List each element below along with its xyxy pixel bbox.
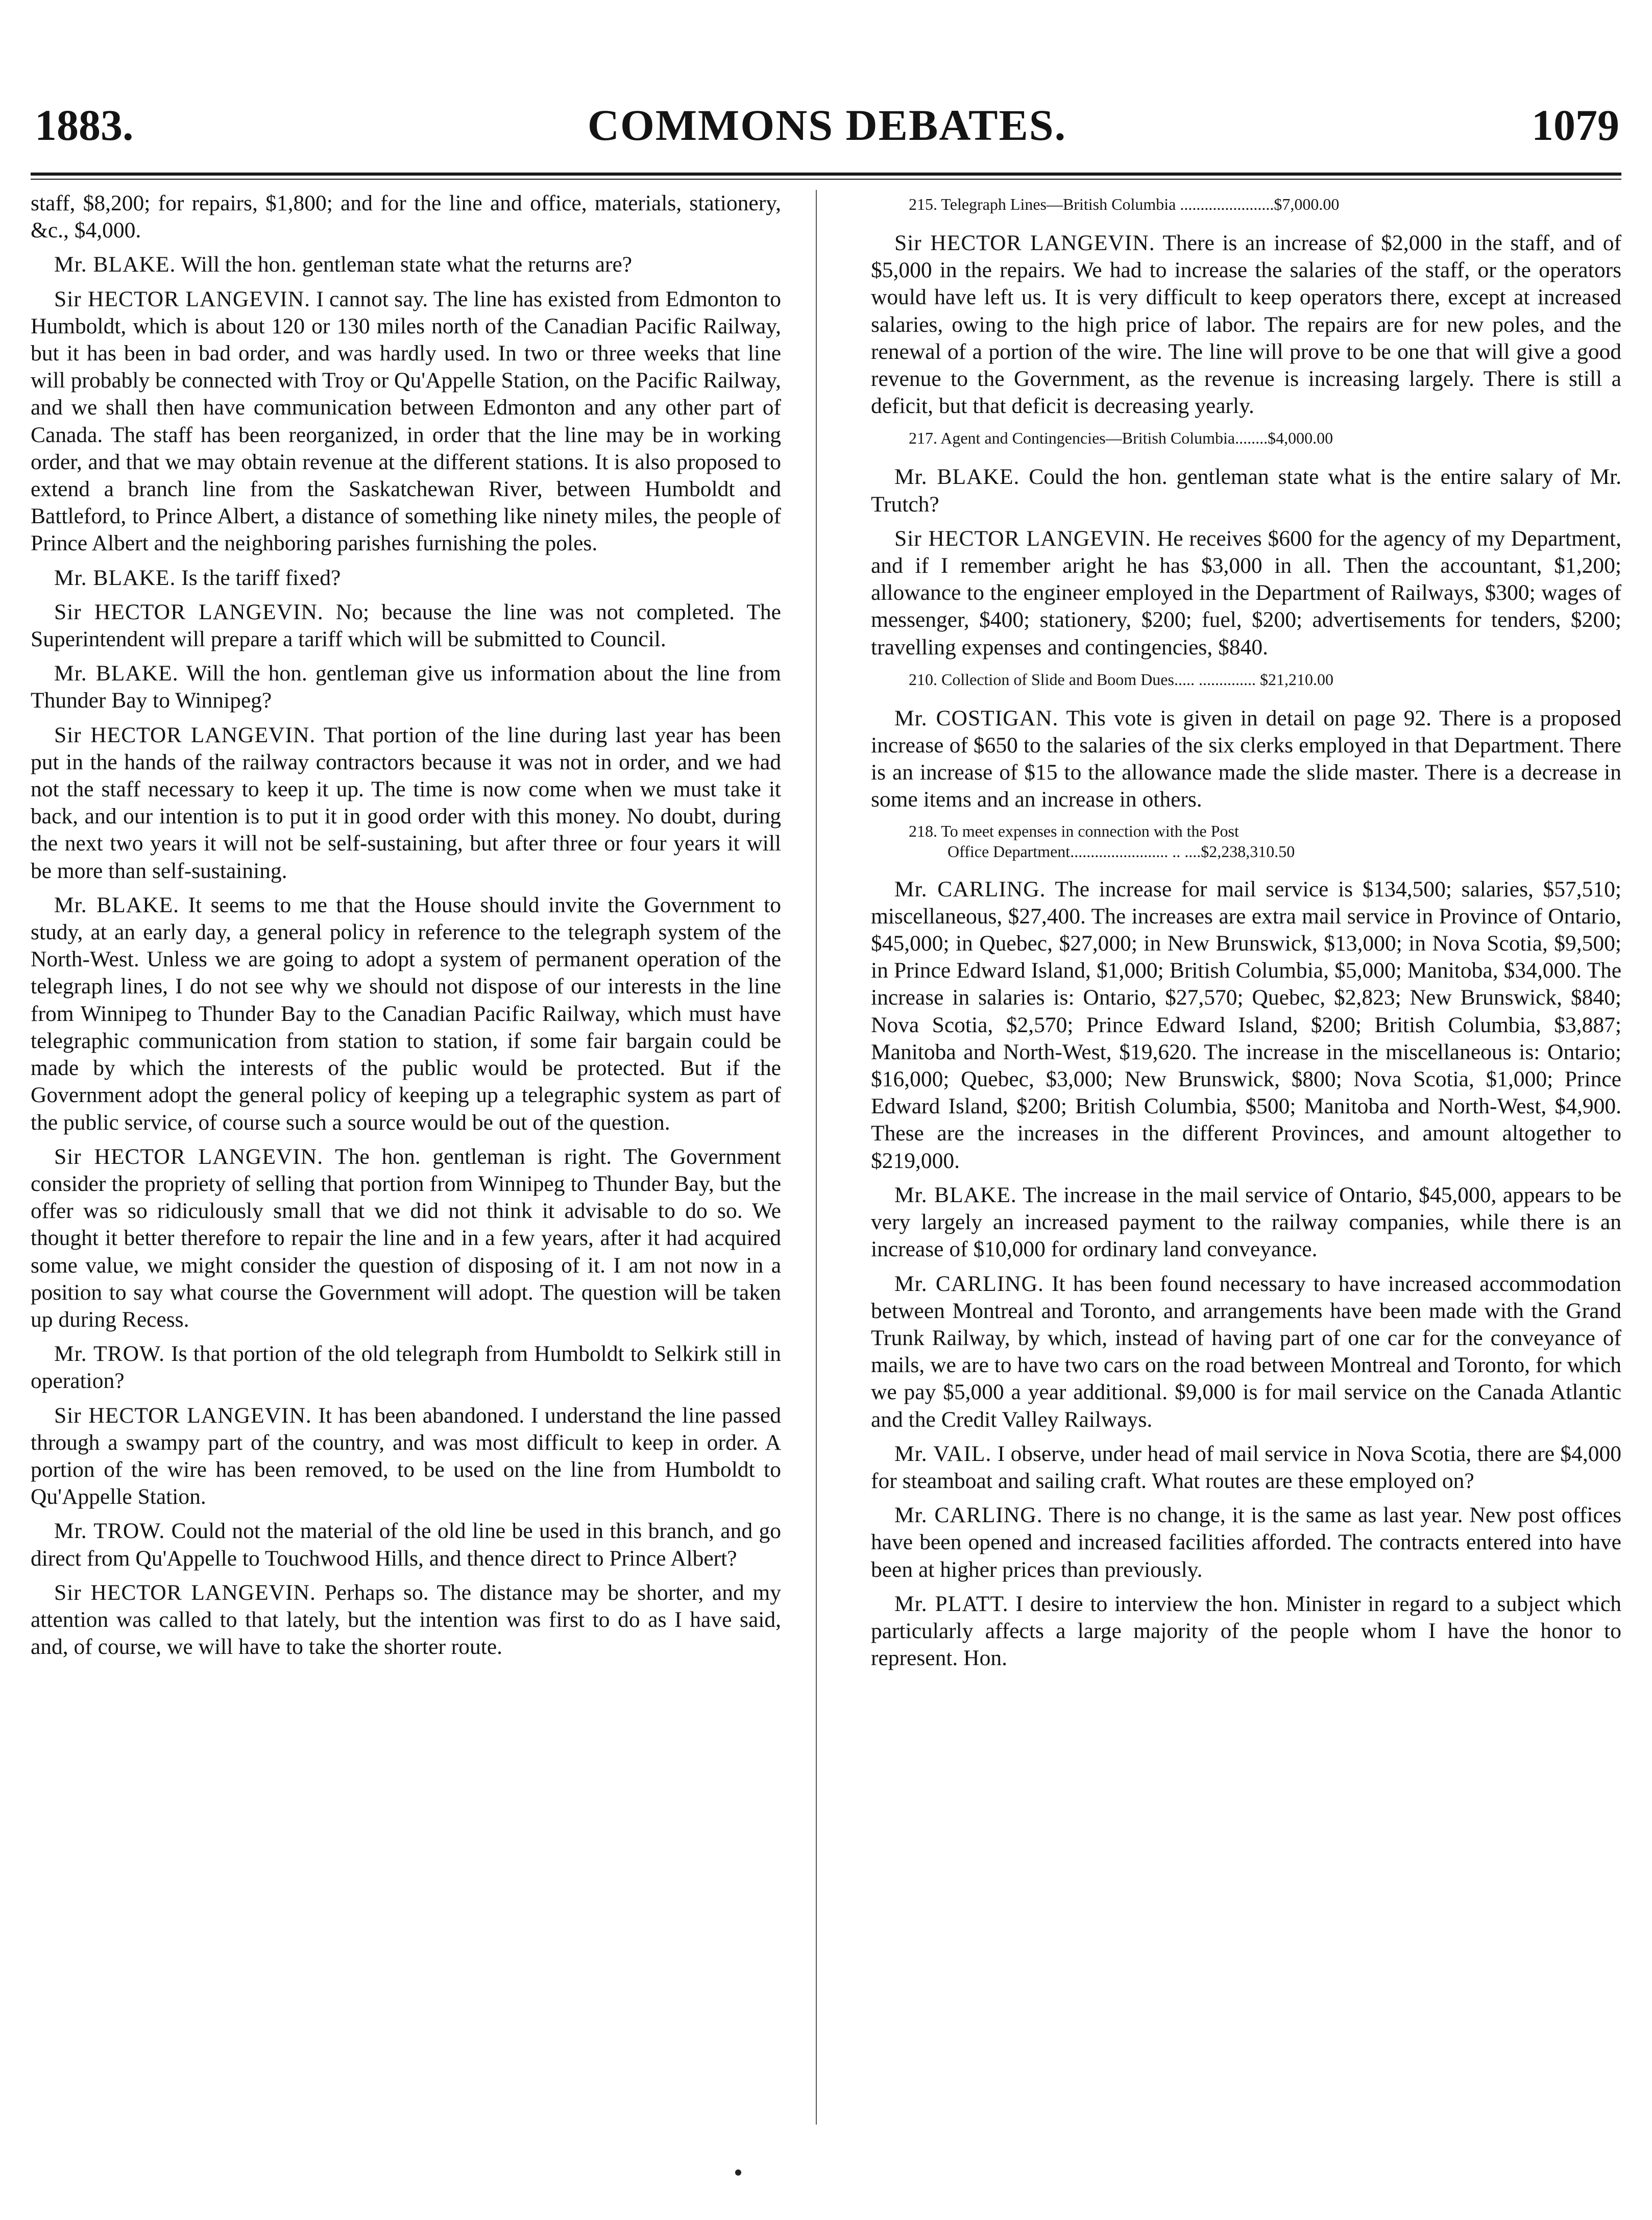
- print-mark-dot: [735, 2169, 741, 2176]
- speaker-name: Sir HECTOR LANGEVIN.: [894, 526, 1152, 551]
- paragraph: Mr. VAIL. I observe, under head of mail service in Nova Scotia, there are $4,000 for steamboat and sailing craft. What routes are these employed on?: [871, 1441, 1621, 1493]
- vote-item-218-line2: Office Department........................ .. ....$2,238,310.50: [948, 842, 1295, 861]
- paragraph: Sir HECTOR LANGEVIN. That portion of the line during last year has been put in the hands of the railway contractors because it was not in order, and we had not the staff necessary to keep it up. The time is now come when we must take it back, and our intention is to put it in good order with this money. No doubt, during the next two years it will not be self-sustaining, but after three or four years it will be more than self-sustaining.: [31, 722, 781, 883]
- paragraph: Sir HECTOR LANGEVIN. The hon. gentleman is right. The Government consider the propriety of selling that portion from Winnipeg to Thunder Bay, but the offer was so ridiculously small that we did not think it advisable to do so. We thought it better therefore to repair the line and in a few years, after it had acquired some value, we might consider the question of disposing of it. I am not now in a position to say what course the Government will adopt. The question will be taken up during Recess.: [31, 1144, 781, 1332]
- paragraph: Mr. BLAKE. Will the hon. gentleman give us information about the line from Thunder Bay to Winnipeg?: [31, 661, 781, 713]
- speaker-name: Sir HECTOR LANGEVIN.: [54, 599, 324, 624]
- speaker-name: Sir HECTOR LANGEVIN.: [54, 1580, 316, 1605]
- paragraph: Mr. BLAKE. Is the tariff fixed?: [54, 565, 341, 590]
- speaker-name: Mr. BLAKE.: [54, 661, 179, 686]
- speaker-name: Mr. BLAKE.: [894, 1182, 1017, 1207]
- paragraph: Mr. BLAKE. Could the hon. gentleman state what is the entire salary of Mr. Trutch?: [871, 465, 1621, 517]
- speaker-name: Mr. BLAKE.: [54, 565, 176, 590]
- paragraph: Sir HECTOR LANGEVIN. Perhaps so. The distance may be shorter, and my attention was called to that lately, but the intention was first to do as I have said, and, of course, we will have to take the shorter route.: [31, 1580, 781, 1660]
- paragraph: Mr. CARLING. The increase for mail service is $134,500; salaries, $57,510; miscellaneous, $27,400. The increases are extra mail service in Province of Ontario, $45,000; in Quebec, $27,000; in New Brunswick, $13,000; in Nova Scotia, $9,500; in Prince Edward Island, $1,000; British Columbia, $5,000; Manitoba, $34,000. The increase in salaries is: Ontario, $27,570; Quebec, $2,823; New Brunswick, $840; Nova Scotia, $2,570; Prince Edward Island, $200; British Columbia, $3,887; Manitoba and North-West, $19,620. The increase in the miscellaneous is: Ontario; $16,000; Quebec, $3,000; New Brunswick, $800; Nova Scotia, $1,000; Prince Edward Island, $200; British Columbia, $500; Manitoba and North-West, $4,900. These are the increases in the different Provinces, and amount altogether to $219,000.: [871, 876, 1621, 1173]
- paragraph: Mr. BLAKE. Will the hon. gentleman state what the returns are?: [54, 252, 633, 277]
- vote-item-210: 210. Collection of Slide and Boom Dues..... .............. $21,210.00: [909, 670, 1333, 689]
- paragraph: Mr. PLATT. I desire to interview the hon. Minister in regard to a subject which particularly affects a large majority of the people whom I have the honor to represent. Hon.: [871, 1591, 1621, 1671]
- speaker-name: Mr. COSTIGAN.: [894, 705, 1059, 730]
- speaker-name: Mr. CARLING.: [894, 1503, 1043, 1528]
- header-year: 1883.: [35, 101, 134, 150]
- speaker-name: Mr. TROW.: [54, 1519, 165, 1544]
- paragraph: staff, $8,200; for repairs, $1,800; and for the line and office, materials, stationery, &c., $4,000.: [31, 191, 781, 243]
- paragraph: Sir HECTOR LANGEVIN. I cannot say. The line has existed from Edmonton to Humboldt, which is about 120 or 130 miles north of the Canadian Pacific Railway, but it has been in bad order, and was hardly used. In two or three weeks that line will probably be connected with Troy or Qu'Appelle Station, on the Pacific Railway, and we shall then have communication between Edmonton and any other part of Canada. The staff has been reorganized, in order that the line may be in working order, and that we may obtain revenue at the different stations. It is also proposed to extend a branch line from the Saskatchewan River, between Humboldt and Battleford, to Prince Albert, a distance of something like ninety miles, the people of Prince Albert and the neighboring parishes furnishing the poles.: [31, 286, 781, 556]
- speaker-name: Mr. VAIL.: [894, 1441, 992, 1466]
- speaker-name: Mr. BLAKE.: [894, 465, 1020, 490]
- paragraph: Mr. CARLING. It has been found necessary to have increased accommodation between Montreal and Toronto, and arrangements have been made with the Grand Trunk Railway, by which, instead of having part of one car for the conveyance of mails, we are to have two cars on the road between Montreal and Toronto, for which we pay $5,000 a year additional. $9,000 is for mail service on the Canada Atlantic and the Credit Valley Railways.: [871, 1271, 1621, 1432]
- speaker-name: Sir HECTOR LANGEVIN.: [54, 1403, 312, 1428]
- speaker-name: Mr. BLAKE.: [54, 892, 180, 917]
- speaker-name: Mr. CARLING.: [894, 876, 1046, 901]
- column-divider: [816, 190, 817, 2125]
- header-title: COMMONS DEBATES.: [587, 101, 1067, 150]
- header-rule-thin: [31, 179, 1621, 180]
- header-rule: [31, 173, 1621, 176]
- vote-item-218-line1: 218. To meet expenses in connection with the Post: [909, 821, 1239, 840]
- paragraph: Sir HECTOR LANGEVIN. No; because the line was not completed. The Superintendent will prepare a tariff which will be submitted to Council.: [31, 599, 781, 652]
- page-header: [31, 100, 1623, 161]
- vote-item-217: 217. Agent and Contingencies—British Columbia........$4,000.00: [909, 429, 1333, 448]
- paragraph: Mr. BLAKE. The increase in the mail service of Ontario, $45,000, appears to be very largely an increased payment to the railway companies, while there is an increase of $10,000 for ordinary land conveyance.: [871, 1182, 1621, 1262]
- vote-item-215: 215. Telegraph Lines—British Columbia .......................$7,000.00: [909, 195, 1340, 213]
- speaker-name: Mr. TROW.: [54, 1341, 165, 1367]
- paragraph: Mr. CARLING. There is no change, it is the same as last year. New post offices have been opened and increased facilities afforded. The contracts entered into have been at higher prices than previously.: [871, 1503, 1621, 1582]
- speaker-name: Sir HECTOR LANGEVIN.: [894, 231, 1155, 255]
- paragraph: Mr. COSTIGAN. This vote is given in detail on page 92. There is a proposed increase of $650 to the salaries of the six clerks employed in that Department. There is an increase of $15 to the allowance made the slide master. There is a decrease in some items and an increase in others.: [871, 705, 1621, 812]
- speaker-name: Mr. CARLING.: [894, 1271, 1044, 1296]
- paragraph: Sir HECTOR LANGEVIN. It has been abandoned. I understand the line passed through a swampy part of the country, and was most difficult to keep in order. A portion of the wire has been removed, to be used on the line from Humboldt to Qu'Appelle Station.: [31, 1403, 781, 1509]
- paragraph: Sir HECTOR LANGEVIN. There is an increase of $2,000 in the staff, and of $5,000 in the repairs. We had to increase the salaries of the staff, or the operators would have left us. It is very difficult to keep operators there, except at increased salaries, owing to the high price of labor. The repairs are for new poles, and the renewal of a portion of the wire. The line will prove to be one that will give a good revenue to the Government, as the revenue is increasing largely. There is still a deficit, but that deficit is decreasing yearly.: [871, 231, 1621, 419]
- paragraph: Mr. TROW. Is that portion of the old telegraph from Humboldt to Selkirk still in operation?: [31, 1341, 781, 1394]
- speaker-name: Mr. PLATT.: [894, 1591, 1009, 1616]
- left-column: [31, 190, 781, 2150]
- speaker-name: Mr. BLAKE.: [54, 252, 176, 277]
- paragraph: Sir HECTOR LANGEVIN. He receives $600 for the agency of my Department, and if I remember aright he has $3,000 in all. Then the accountant, $1,200; allowance to the engineer employed in the Department of Railways, $300; wages of messenger, $400; stationery, $200; fuel, $200; advertisements for tenders, $200; travelling expenses and contingencies, $840.: [871, 526, 1621, 660]
- speaker-name: Sir HECTOR LANGEVIN.: [54, 286, 311, 311]
- paragraph: Mr. BLAKE. It seems to me that the House should invite the Government to study, at an early day, a general policy in reference to the telegraph system of the North-West. Unless we are going to adopt a system of permanent operation of the telegraph lines, I do not see why we should not dispose of our interests in the line from Winnipeg to Thunder Bay to the Canadian Pacific Railway, which must have telegraphic communication from station to station, if some fair bargain could be made by which the interests of the public would be protected. But if the Government adopt the general policy of keeping up a telegraphic system as part of the public service, of course such a source would be out of the question.: [31, 892, 781, 1135]
- speaker-name: Sir HECTOR LANGEVIN.: [54, 722, 316, 747]
- speaker-name: Sir HECTOR LANGEVIN.: [54, 1144, 324, 1169]
- header-page-number: 1079: [1532, 101, 1619, 150]
- paragraph: Mr. TROW. Could not the material of the old line be used in this branch, and go direct from Qu'Appelle to Touchwood Hills, and thence direct to Prince Albert?: [31, 1519, 781, 1571]
- vote-item-218: [871, 821, 1621, 862]
- right-column: [871, 190, 1621, 2150]
